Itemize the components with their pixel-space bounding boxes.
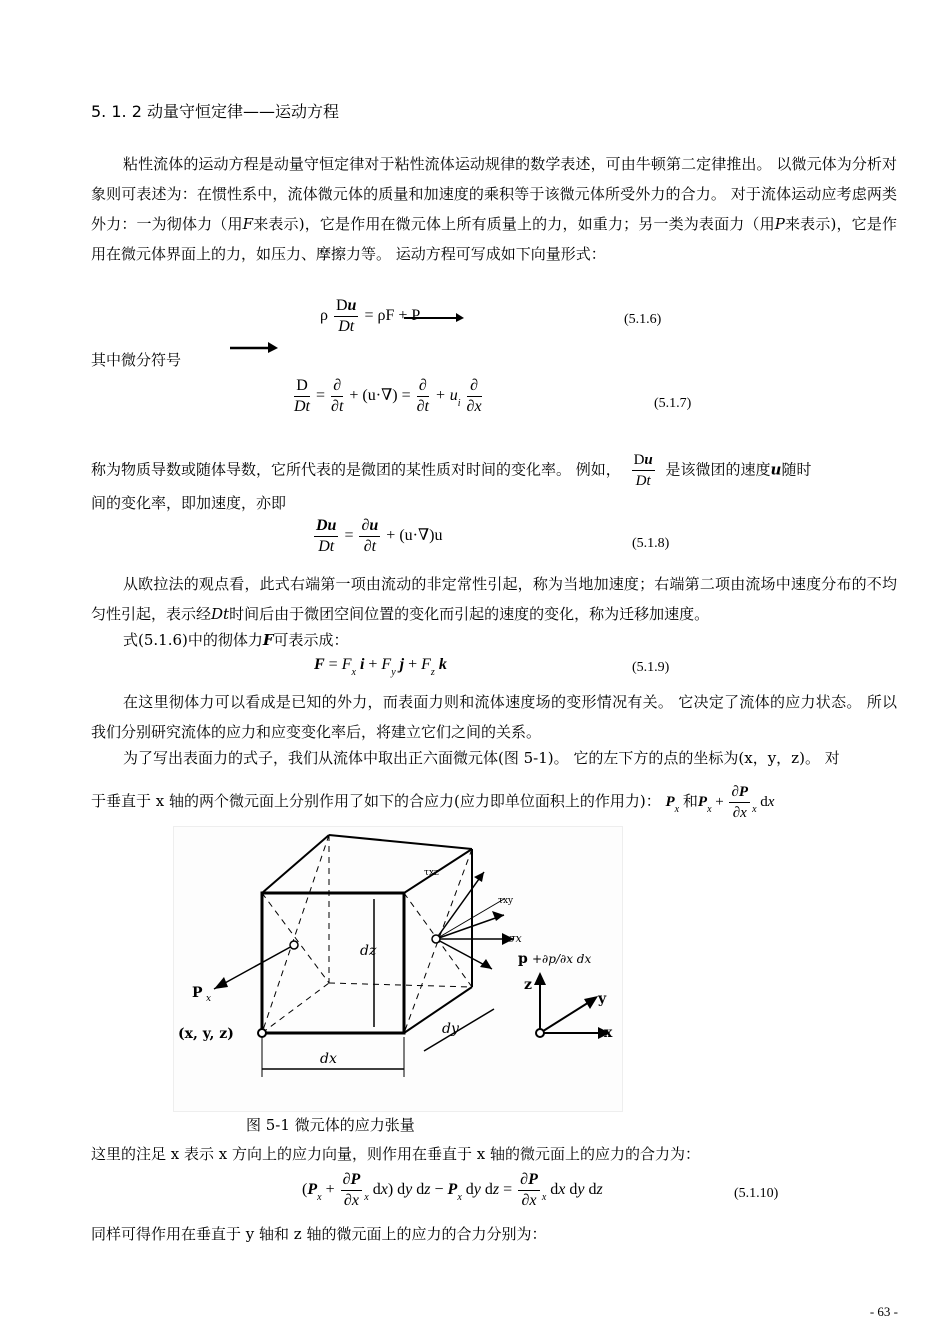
page-number: - 63 - xyxy=(869,1304,898,1319)
axis-x-label: x xyxy=(604,1025,613,1041)
dz-label: dz xyxy=(360,943,377,959)
paragraph-surface-force: 为了写出表面力的式子，我们从流体中取出正六面微元体(图 5-1)。 它的左下方的点的坐标为(x，y，z)。 对 xyxy=(123,749,840,767)
cube-front-face xyxy=(262,893,404,1033)
arrow-mark xyxy=(230,341,280,355)
equation-5-1-9: $F = F_x$ $i + F_y$ $j + F_z$ k xyxy=(314,656,447,678)
equation-number-5-1-10: (5.1.10) xyxy=(734,1186,779,1201)
equation-number-5-1-6: (5.1.6) xyxy=(624,312,662,327)
px-label: P xyxy=(192,985,203,1001)
paragraph-euler-view: 从欧拉法的观点看，此式右端第一项由流动的非定常性引起，称为当地加速度；右端第二项由流场中速度分布的不均匀性引起，表示经Dt时间后由于微团空间位置的变化而引起的速度的变化，称为迁移加速度。 xyxy=(91,575,897,623)
equation-5-1-7: $\frac{D}{Dt}$ = $\frac{\partial}{\partial t}$ + (u·∇) = $\frac{\partial}{\partial t}$ + $u_i$ $\frac{\partial}{\partial x}$ xyxy=(294,377,482,415)
dy-label: dy xyxy=(442,1021,459,1037)
paragraph-momentum-intro: 粘性流体的运动方程是动量守恒定律对于粘性流体运动规律的数学表述，可由牛顿第二定律推出。 以微元体为分析对象则可表述为：在惯性系中，流体微元体的质量和加速度的乘积等于该微元体所受外力的合力。 对于流体运动应考虑两类外力：一为彻体力（用F来表示)，它是作用在微元体上所有质量上的力，如重力；另一类为表面力（用P来表示)，它是作用在微元体界面上的力，如压力、摩擦力等。 运动方程可写成如下向量形式： xyxy=(91,155,897,263)
txy-label: τxy xyxy=(498,896,514,906)
dx-label: dx xyxy=(320,1051,337,1067)
paragraph-x-axis-stress: 于垂直于 x 轴的两个微元面上分别作用了如下的合应力(应力即单位面积上的作用力)： $P_x$ 和$P_x$ + $\frac{\partial P}{\partial x}$ $_x$ dx xyxy=(91,784,775,821)
axis-z-label: z xyxy=(524,977,532,993)
equation-number-5-1-7: (5.1.7) xyxy=(654,396,692,411)
paragraph-material-derivative: 称为物质导数或随体导数，它所代表的是微团的某性质对时间的变化率。 例如， $\frac{Du}{Dt}$ 是该微团的速度u随时 xyxy=(91,452,812,489)
origin-label: (x, y, z) xyxy=(178,1026,234,1042)
paragraph-body-force: 式(5.1.6)中的彻体力F可表示成： xyxy=(123,631,349,649)
equation-5-1-6: ρ $\frac{Du}{Dt}$ = ρF + P xyxy=(320,296,464,337)
stress-cube-diagram xyxy=(174,827,622,1111)
pdx-label: p xyxy=(518,951,528,967)
txz-label: τxz xyxy=(424,868,439,878)
paragraph-acceleration: 间的变化率，即加速度，亦即 xyxy=(91,494,287,512)
svg-text:+∂p/∂x dx: +∂p/∂x dx xyxy=(532,952,592,966)
figure-caption: 图 5-1 微元体的应力张量 xyxy=(246,1116,415,1134)
equation-number-5-1-9: (5.1.9) xyxy=(632,660,670,675)
figure-stress-element xyxy=(173,826,623,1112)
paragraph-stress-state: 在这里彻体力可以看成是已知的外力，而表面力则和流体速度场的变形情况有关。 它决定了流体的应力状态。 所以我们分别研究流体的应力和应变变化率后，将建立它们之间的关系。 xyxy=(91,693,897,741)
equation-5-1-8: $\frac{Du}{Dt}$ = $\frac{\partial u}{\partial t}$ + (u·∇)u xyxy=(316,517,443,555)
section-heading: 5. 1. 2 动量守恒定律——运动方程 xyxy=(91,102,339,121)
sx-label: σx xyxy=(508,932,522,945)
svg-text:x: x xyxy=(206,994,212,1004)
axis-y-label: y xyxy=(598,991,607,1007)
paragraph-yz-resultant: 同样可得作用在垂直于 y 轴和 z 轴的微元面上的应力的合力分别为： xyxy=(91,1225,547,1243)
equation-number-5-1-8: (5.1.8) xyxy=(632,536,670,551)
arrow-mark xyxy=(404,310,464,324)
paragraph-differential-symbol: 其中微分符号 xyxy=(91,351,182,369)
equation-5-1-10: ($P_x$ + $\frac{\partial P}{\partial x}$ $_x$ dx) dy dz − $P_x$ dy dz = $\frac{\partial P}{\partial x}$ $_x$ dx dy dz xyxy=(302,1171,603,1209)
paragraph-x-resultant: 这里的注足 x 表示 x 方向上的应力向量，则作用在垂直于 x 轴的微元面上的应力的合力为： xyxy=(91,1145,700,1163)
